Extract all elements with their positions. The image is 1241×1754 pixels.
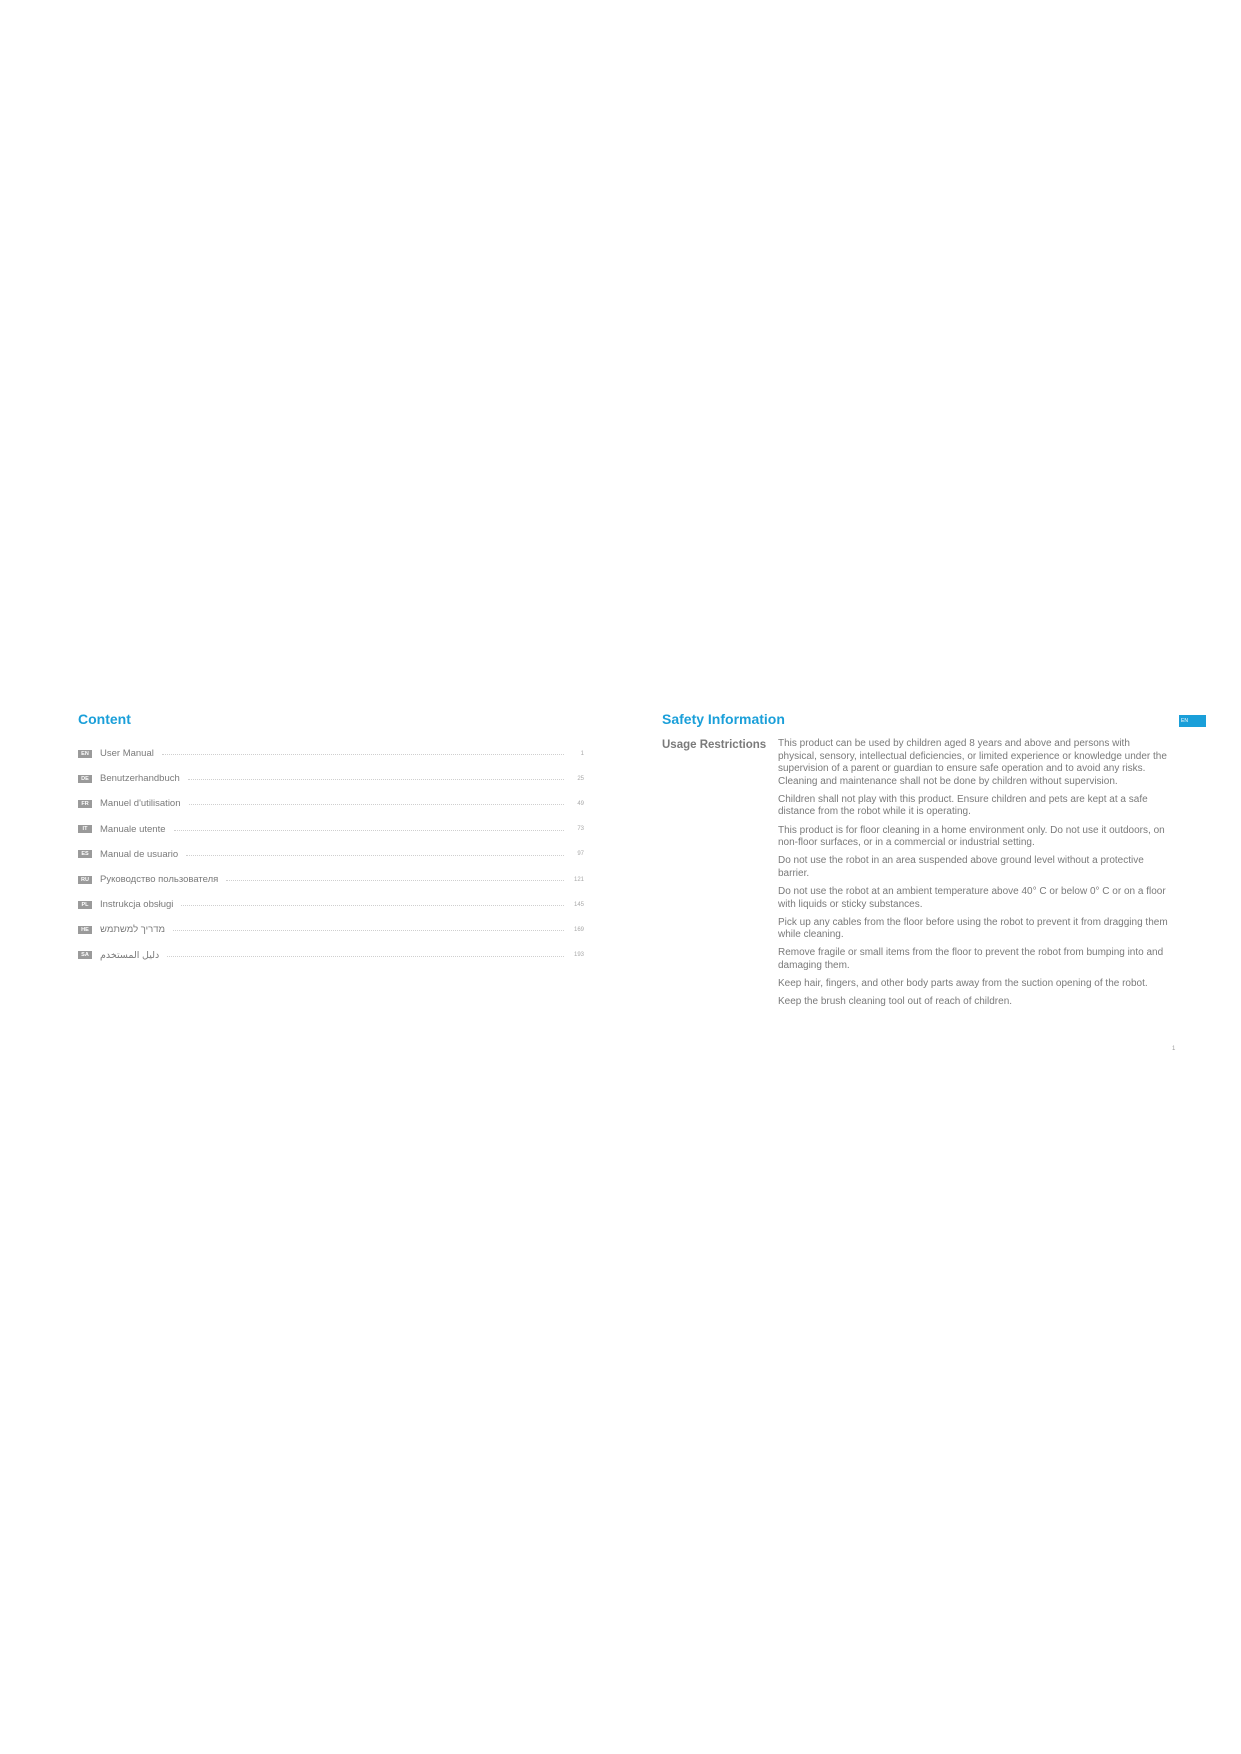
toc-entry[interactable] [78, 766, 584, 791]
toc-entry-label[interactable]: Manuel d'utilisation [100, 798, 181, 810]
toc-page-number: 145 [573, 901, 584, 908]
toc-entry-label[interactable]: Benutzerhandbuch [100, 773, 180, 785]
usage-restrictions-heading: Usage Restrictions [662, 739, 767, 751]
language-badge: IT [78, 825, 92, 833]
toc-leader-dots [188, 779, 564, 780]
language-badge: DE [78, 775, 92, 783]
toc-entry[interactable] [78, 791, 584, 816]
restriction-item: Keep the brush cleaning tool out of reach of children. [778, 996, 1013, 1008]
contents-title: Content [78, 711, 131, 727]
toc-page-number: 97 [577, 851, 584, 858]
language-side-tab: EN [1179, 715, 1206, 727]
language-badge: PL [78, 901, 92, 909]
toc-entry-label[interactable]: Manual de usuario [100, 848, 179, 860]
contents-page [78, 710, 584, 968]
restriction-item: Do not use the robot at an ambient temperature above 40° C or below 0° C or on a floor with liquids or sticky substances. [778, 885, 1166, 910]
toc-leader-dots [167, 956, 564, 957]
safety-title: Safety Information [662, 711, 785, 727]
toc-page-number: 1 [580, 750, 584, 757]
toc-leader-dots [226, 880, 564, 881]
restriction-item: Remove fragile or small items from the floor to prevent the robot from bumping into and damaging them. [778, 947, 1164, 971]
toc-leader-dots [162, 754, 564, 755]
safety-page [662, 710, 1207, 1014]
toc-page-number: 121 [573, 876, 584, 883]
restriction-item: This product can be used by children aged 8 years and above and persons with physical, sensory, intellectual deficiencies, or limited experience or knowledge under the supervision of a parent or guardian to ensure safe operation and to avoid any risks. Cleaning and maintenance shall not be done by children without supervision. [778, 738, 1167, 787]
toc-entry[interactable] [78, 867, 584, 892]
restriction-item: Pick up any cables from the floor before using the robot to prevent it from dragging them while cleaning. [778, 916, 1168, 941]
restriction-item: Children shall not play with this product. Ensure children and pets are kept at a safe distance from the robot while it is operating. [778, 793, 1148, 818]
toc-entry-label[interactable]: Руководство пользователя [100, 874, 219, 886]
toc-page-number: 49 [577, 800, 584, 807]
language-badge: SA [78, 951, 92, 959]
toc-entry[interactable] [78, 917, 584, 942]
toc-leader-dots [174, 830, 565, 831]
language-badge: RU [78, 876, 92, 884]
language-badge: ES [78, 850, 92, 858]
toc-entry-label[interactable]: User Manual [100, 748, 154, 760]
toc-entry-label[interactable]: دليل المستخدم [100, 949, 160, 961]
toc-entry[interactable] [78, 892, 584, 917]
toc-entry[interactable] [78, 817, 584, 842]
language-badge: HE [78, 926, 92, 934]
restriction-item: Keep hair, fingers, and other body parts away from the suction opening of the robot. [778, 978, 1148, 989]
toc-leader-dots [181, 905, 564, 906]
toc-page-number: 193 [573, 952, 584, 959]
language-badge: FR [78, 800, 92, 808]
toc-entry-label[interactable]: Manuale utente [100, 823, 166, 835]
contents-list [78, 741, 584, 968]
usage-restrictions-list [778, 738, 1170, 1014]
toc-leader-dots [189, 804, 565, 805]
toc-entry[interactable] [78, 842, 584, 867]
restriction-item: This product is for floor cleaning in a home environment only. Do not use it outdoors, on non-floor surfaces, or in a commercial or industrial setting. [778, 824, 1165, 849]
usage-restrictions-section [662, 738, 1207, 1014]
toc-entry-label[interactable]: Instrukcja obsługi [100, 899, 174, 911]
toc-page-number: 169 [573, 926, 584, 933]
restriction-item: Do not use the robot in an area suspended above ground level without a protective barrier. [778, 855, 1144, 879]
page-number: 1 [1172, 1046, 1176, 1052]
toc-entry-label[interactable]: מדריך למשתמש [100, 924, 166, 936]
toc-entry[interactable] [78, 943, 584, 968]
toc-leader-dots [173, 930, 564, 931]
toc-leader-dots [186, 855, 564, 856]
language-badge: EN [78, 750, 92, 758]
toc-page-number: 25 [577, 775, 584, 782]
toc-entry[interactable] [78, 741, 584, 766]
toc-page-number: 73 [577, 826, 584, 833]
